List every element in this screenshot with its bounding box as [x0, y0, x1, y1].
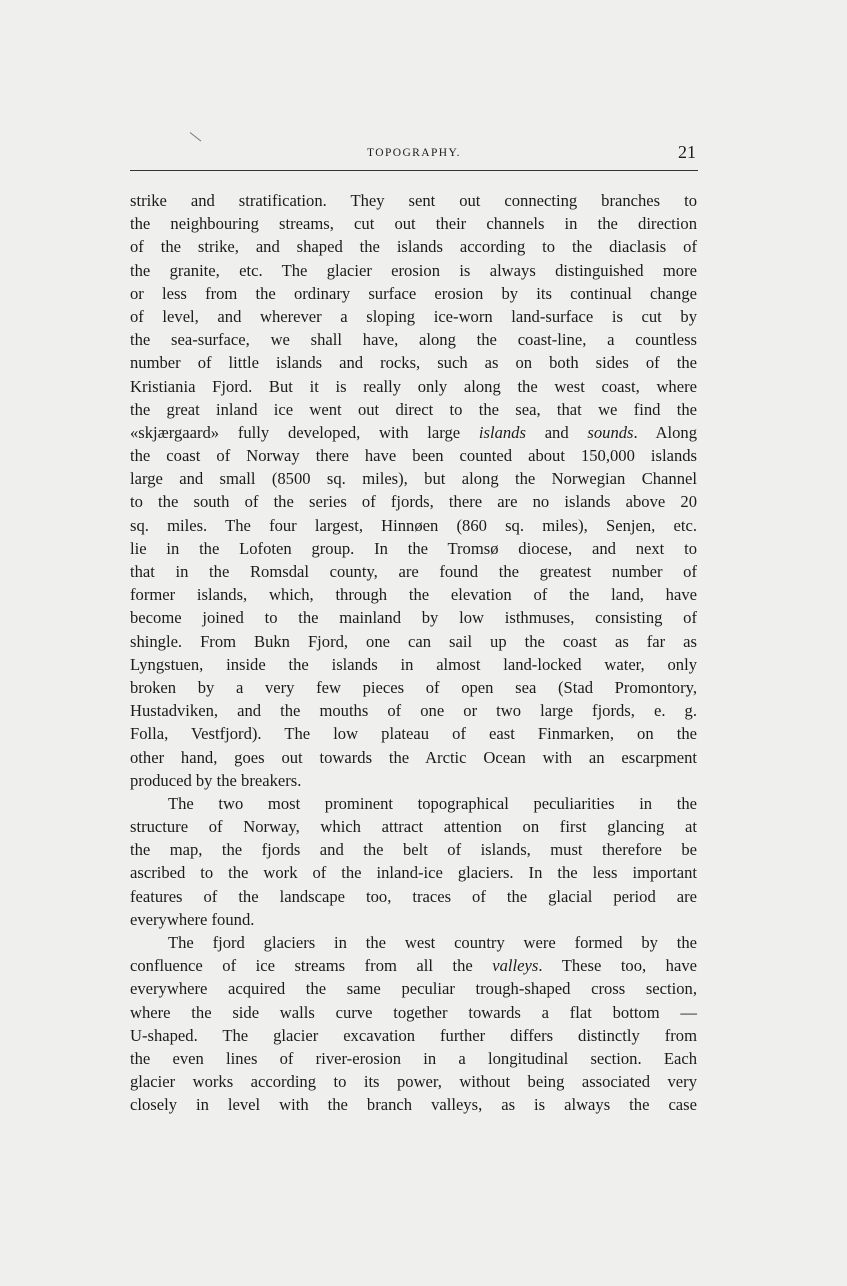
text-segment: The fjord glaciers in the west country were formed by the [168, 933, 697, 952]
text-line: broken by a very few pieces of open sea (Stad Promontory, [130, 677, 697, 697]
text-line: everywhere found. [130, 909, 255, 929]
text-line [130, 931, 697, 954]
text-line: closely in level with the branch valleys, as is always the case [130, 1095, 697, 1115]
text-line: of the strike, and shaped the islands according to the diaclasis of [130, 237, 697, 257]
text-line: strike and stratification. They sent out connecting branches to [130, 191, 697, 210]
text-line: lie in the Lofoten group. In the Tromsø diocese, and next to [130, 538, 697, 558]
text-segment: confluence of ice streams from all the [130, 956, 493, 976]
italic-term: valleys [492, 956, 539, 976]
text-line: the coast of Norway there have been counted about 150,000 islands [130, 446, 697, 466]
text-line: Folla, Vestfjord). The low plateau of east Finmarken, on the [130, 724, 697, 744]
italic-term: islands [478, 422, 526, 442]
text-line: the granite, etc. The glacier erosion is always distinguished more [130, 260, 697, 280]
text-line: of level, and wherever a sloping ice-worn land-surface is cut by [130, 306, 697, 326]
text-line: Hustadviken, and the mouths of one or two large fjords, e. g. [130, 701, 697, 721]
text-line: the even lines of river-erosion in a longitudinal section. Each [130, 1048, 697, 1068]
text-line: structure of Norway, which attract attention on first glancing at [130, 817, 697, 837]
text-line: other hand, goes out towards the Arctic Ocean with an escarpment [130, 747, 697, 767]
text-line: the map, the fjords and the belt of islands, must therefore be [130, 840, 697, 860]
text-line: where the side walls curve together towards a flat bottom — [130, 1002, 697, 1022]
text-line: to the south of the series of fjords, there are no islands above 20 [130, 492, 697, 512]
text-line: large and small (8500 sq. miles), but along the Norwegian Channel [130, 469, 697, 489]
text-segment: . Along [633, 422, 697, 442]
text-segment: and [525, 422, 588, 442]
running-title: TOPOGRAPHY. [367, 147, 461, 159]
text-line: become joined to the mainland by low isthmuses, consisting of [130, 608, 697, 628]
text-line: that in the Romsdal county, are found the greatest number of [130, 562, 697, 581]
text-line: everywhere acquired the same peculiar trough-shaped cross section, [130, 979, 697, 999]
text-line: the great inland ice went out direct to the sea, that we find the [130, 399, 697, 419]
text-line: The two most prominent topographical peculiarities in the [168, 793, 697, 813]
text-line: features of the landscape too, traces of the glacial period are [130, 886, 697, 906]
text-line: shingle. From Bukn Fjord, one can sail up the coast as far as [130, 631, 697, 651]
text-segment: «skjærgaard» fully developed, with large [130, 422, 479, 442]
italic-term: sounds [587, 422, 634, 442]
text-line: the neighbouring streams, cut out their channels in the direction [130, 214, 697, 234]
text-line: produced by the breakers. [130, 770, 302, 790]
text-segment: . These too, have [538, 956, 697, 976]
body-text [130, 189, 697, 1117]
text-line: number of little islands and rocks, such as on both sides of the [130, 353, 697, 373]
page-number: 21 [678, 142, 696, 162]
text-line: ascribed to the work of the inland-ice glaciers. In the less important [130, 863, 697, 883]
text-line: glacier works according to its power, without being associated very [130, 1072, 697, 1092]
text-line: former islands, which, through the elevation of the land, have [130, 585, 697, 605]
text-line [130, 954, 697, 977]
page-header [130, 140, 698, 171]
text-line: sq. miles. The four largest, Hinnøen (860 sq. miles), Senjen, etc. [130, 515, 697, 535]
text-line: U-shaped. The glacier excavation further differs distinctly from [130, 1025, 697, 1045]
text-line: or less from the ordinary surface erosion by its continual change [130, 283, 697, 303]
text-line: the sea-surface, we shall have, along the coast-line, a countless [130, 330, 697, 350]
text-line [130, 421, 697, 444]
text-line: Kristiania Fjord. But it is really only along the west coast, where [130, 376, 697, 396]
text-line: Lyngstuen, inside the islands in almost land-locked water, only [130, 654, 697, 674]
